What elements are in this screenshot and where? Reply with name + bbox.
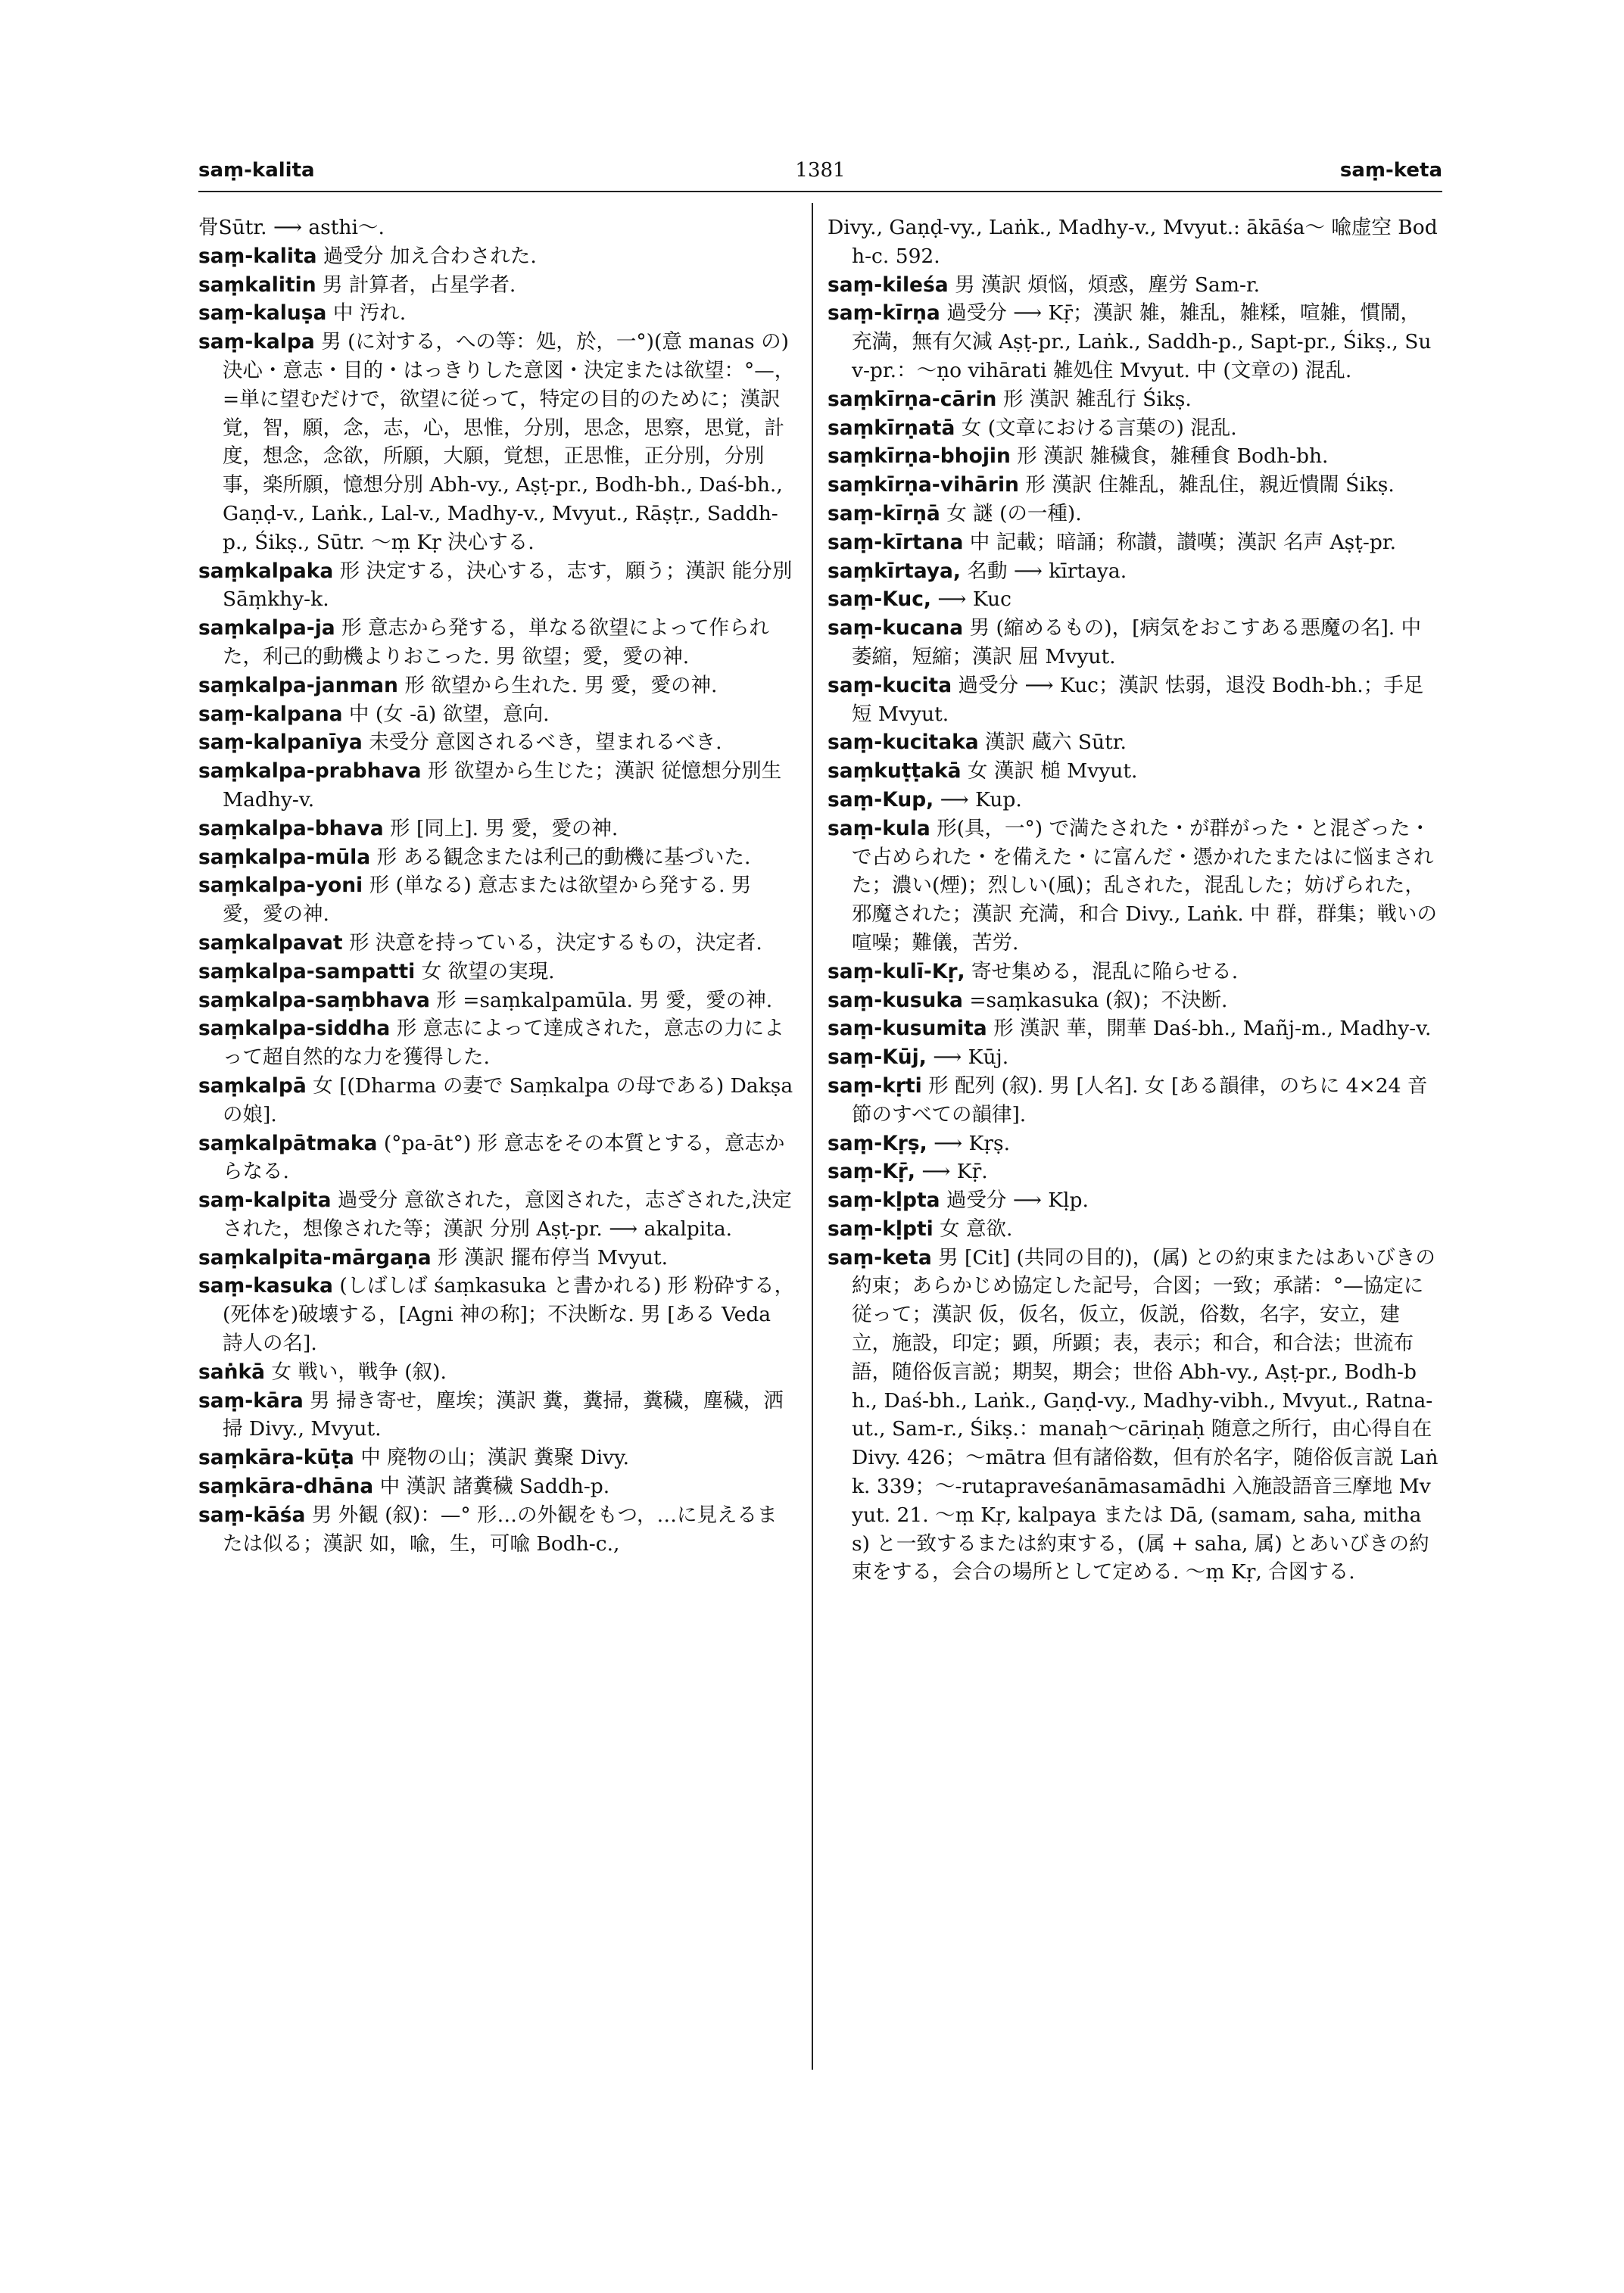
headword: saṃkalpa-mūla bbox=[198, 845, 371, 869]
headword: saṃ-kḷpti bbox=[828, 1217, 934, 1241]
entry-definition: 形 =saṃkalpamūla. 男 愛，愛の神. bbox=[429, 988, 773, 1012]
dictionary-entry bbox=[198, 614, 796, 671]
headword: saṃkalpa-prabhava bbox=[198, 759, 422, 784]
entry-definition: 男 掃き寄せ，塵埃；漢訳 糞，糞掃，糞穢，塵穢，洒掃 Divy., Mvyut. bbox=[223, 1388, 784, 1441]
headword: saṃ-kīrtana bbox=[828, 530, 964, 554]
headword: saṃ-Kūj, bbox=[828, 1045, 927, 1070]
dictionary-entry bbox=[828, 1186, 1439, 1215]
headword: saṃ-kḷpta bbox=[828, 1189, 940, 1213]
headword: saṅkā bbox=[198, 1360, 266, 1384]
dictionary-entry bbox=[198, 1244, 796, 1273]
headword: saṃkāra-dhāna bbox=[198, 1475, 374, 1499]
entry-definition: 女 戦い，戦争 (叙). bbox=[265, 1360, 447, 1384]
headword: saṃ-keta bbox=[828, 1245, 932, 1270]
headword: saṃ-Kup, bbox=[828, 787, 934, 812]
running-header bbox=[198, 159, 1442, 189]
entry-definition: ⟶ Kūj. bbox=[926, 1045, 1009, 1070]
headword: saṃ-Kṛṣ, bbox=[828, 1131, 927, 1155]
headword: saṃ-kaluṣa bbox=[198, 301, 327, 326]
entry-definition: 過受分 ⟶ Kuc；漢訳 怯弱，退没 Bodh-bh.；手足短 Mvyut. bbox=[852, 673, 1424, 726]
entry-definition: ⟶ Kṛṣ. bbox=[927, 1131, 1011, 1155]
entry-definition: ⟶ Kṝ. bbox=[915, 1160, 988, 1184]
headword: saṃkalpa-yoni bbox=[198, 874, 363, 898]
dictionary-entry bbox=[828, 1215, 1439, 1244]
entry-definition: 男 外観 (叙)：—° 形…の外観をもつ，…に見えるまたは似る；漢訳 如，喩，生，可喩 Bodh-c., bbox=[223, 1503, 778, 1556]
headword: saṃkalpa-janman bbox=[198, 673, 398, 697]
headword: saṃ-kusuka bbox=[828, 988, 963, 1012]
entry-definition: 過受分 意欲された，意図された，志ざされた,決定された，想像された等；漢訳 分別 Aṣṭ-pr. ⟶ akalpita. bbox=[223, 1189, 792, 1241]
headword: saṃ-Kṝ, bbox=[828, 1160, 915, 1184]
headword: saṃkīrṇa-cārin bbox=[828, 387, 997, 411]
headword: saṃkalpita-mārgaṇa bbox=[198, 1245, 432, 1270]
dictionary-entry bbox=[198, 1387, 796, 1444]
dictionary-entry bbox=[198, 700, 796, 729]
headword: saṃ-kulī-Kṛ, bbox=[828, 959, 965, 983]
dictionary-entry bbox=[198, 1272, 796, 1357]
dictionary-entry bbox=[828, 1014, 1439, 1043]
headword: saṃ-Kuc, bbox=[828, 587, 931, 612]
entry-definition: 中 汚れ. bbox=[326, 301, 407, 326]
headword: saṃ-kalpita bbox=[198, 1189, 332, 1213]
entry-definition: 骨Sūtr. ⟶ asthi～. bbox=[198, 216, 385, 239]
headword: saṃkalpaka bbox=[198, 559, 334, 583]
headword: saṃkalpa-ja bbox=[198, 616, 335, 640]
dictionary-entry bbox=[198, 986, 796, 1015]
column-divider bbox=[812, 203, 813, 2070]
dictionary-entry bbox=[828, 1157, 1439, 1186]
entry-definition: 過受分 加え合わされた. bbox=[316, 244, 537, 268]
dictionary-entry bbox=[828, 786, 1439, 815]
dictionary-entry bbox=[828, 500, 1439, 528]
entry-definition: 形 漢訳 住雑乱，雑乱住，親近憒閙 Śikṣ. bbox=[1018, 473, 1395, 497]
dictionary-entry bbox=[198, 271, 796, 300]
headword: saṃkīrṇatā bbox=[828, 416, 955, 440]
entry-definition: 形 漢訳 華，開華 Daś-bh., Mañj-m., Madhy-v. bbox=[987, 1017, 1432, 1041]
dictionary-entry bbox=[198, 958, 796, 986]
dictionary-entry bbox=[828, 271, 1439, 300]
dictionary-entry bbox=[828, 757, 1439, 786]
dictionary-entry bbox=[828, 557, 1439, 586]
entry-definition: 男 (縮めるもの)，[病気をおこすある悪魔の名]. 中 萎縮，短縮；漢訳 屈 Mvyut. bbox=[852, 616, 1422, 668]
dictionary-entry bbox=[828, 815, 1439, 958]
headword: saṃkalpa-sampatti bbox=[198, 959, 416, 983]
entry-definition: 形 決意を持っている，決定するもの，決定者. bbox=[342, 930, 762, 955]
dictionary-entry bbox=[198, 1501, 796, 1559]
dictionary-entry bbox=[828, 728, 1439, 757]
dictionary-entry bbox=[198, 1472, 796, 1501]
headword: saṃ-kalpanīya bbox=[198, 731, 363, 755]
dictionary-entry bbox=[828, 471, 1439, 500]
headword: saṃkalpa-bhava bbox=[198, 816, 384, 840]
dictionary-entry bbox=[198, 929, 796, 958]
dictionary-entry bbox=[828, 385, 1439, 414]
dictionary-entry bbox=[828, 528, 1439, 557]
headword: saṃkalpavat bbox=[198, 930, 343, 955]
entry-definition: ⟶ Kup. bbox=[934, 787, 1022, 812]
entry-definition: 女 漢訳 槌 Mvyut. bbox=[961, 759, 1138, 784]
entry-definition: 形 決定する，決心する，志す，願う；漢訳 能分別 Sāṃkhy-k. bbox=[223, 559, 793, 612]
dictionary-entry bbox=[198, 1129, 796, 1187]
headword: saṃkalpa-siddha bbox=[198, 1017, 391, 1041]
entry-definition: 女 意欲. bbox=[933, 1217, 1013, 1241]
entry-definition: 形 配列 (叙). 男 [人名]. 女 [ある韻律，のちに 4×24 音節のすべての韻律]. bbox=[852, 1073, 1428, 1126]
entry-definition: 形 欲望から生れた. 男 愛，愛の神. bbox=[397, 673, 718, 697]
headword: saṃ-kula bbox=[828, 816, 930, 840]
right-column bbox=[828, 213, 1439, 1587]
dictionary-entry bbox=[828, 299, 1439, 385]
entry-definition: 形 意志によって達成された，意志の力によって超自然的な力を獲得した. bbox=[223, 1017, 784, 1070]
dictionary-entry bbox=[198, 328, 796, 556]
dictionary-entry bbox=[828, 958, 1439, 986]
entry-definition: 男 [Cit] (共同の目的)，(属) との約束またはあいびきの約束；あらかじめ協定した記号，合図；一致；承諾：°—協定に従って；漢訳 仮，仮名，仮立，仮説，俗数，名字，安立，建立，施設，印定；顕，所顕；表，表示；和合，和合法；世流布語，随俗仮言説；期契，期会；世俗 Abh-vy., Aṣṭ-pr., Bodh-bh., Daś-bh., Laṅk., Gaṇḍ-vy., Madhy-vibh., Mvyut., Ratna-ut., Sam-r., Śikṣ.：manaḥ～cāriṇaḥ 随意之所行，由心得自在 Divy. 426；～mātra 但有諸俗数，但有於名字，随俗仮言説 Laṅk. 339；～-rutapraveśanāmasamādhi 入施設語音三摩地 Mvyut. 21. ～ṃ Kṛ, kalpaya または Dā, (samam, saha, mithas) と一致するまたは約束する，(属 + saha, 属) とあいびきの約束をする，会合の場所として定める. ～ṃ Kṛ, 合図する. bbox=[852, 1245, 1439, 1584]
dictionary-entry bbox=[198, 728, 796, 757]
headword: saṃkalpa-saṃbhava bbox=[198, 988, 430, 1012]
entry-definition: 過受分 ⟶ Kḷp. bbox=[940, 1189, 1089, 1213]
dictionary-entry bbox=[828, 1043, 1439, 1072]
headword: saṃkalpātmaka bbox=[198, 1131, 378, 1155]
entry-definition: 男 (に対する，への等：処，於，一°)(意 manas の) 決心・意志・目的・はっきりした意図・決定または欲望：°—，=単に望むだけで，欲望に従って，特定の目的のために；漢訳 覚，智，願，念，志，心，思惟，分別，思念，思察，思覚，計度，想念，念欲，所願，大願，覚想，正思惟，正分別，分別事，楽所願，憶想分別 Abh-vy., Aṣṭ-pr., Bodh-bh., Daś-bh., Gaṇḍ-v., Laṅk., Lal-v., Madhy-v., Mvyut., Rāṣṭr., Saddh-p., Śikṣ., Sūtr. ～ṃ Kṛ 決心する. bbox=[223, 330, 795, 554]
dictionary-entry bbox=[828, 414, 1439, 443]
dictionary-entry bbox=[828, 671, 1439, 729]
headword: saṃkīrṇa-bhojin bbox=[828, 444, 1011, 469]
dictionary-entry bbox=[828, 1129, 1439, 1158]
entry-definition: 女 [(Dharma の妻で Saṃkalpa の母である) Dakṣa の娘]. bbox=[223, 1073, 793, 1126]
entry-definition: 中 廃物の山；漢訳 糞聚 Divy. bbox=[354, 1446, 630, 1470]
dictionary-entry bbox=[198, 213, 796, 242]
left-guide-word: saṃ-kalita bbox=[198, 159, 315, 182]
entry-definition: 形 [同上]. 男 愛，愛の神. bbox=[383, 816, 619, 840]
headword: saṃkīrṇa-vihārin bbox=[828, 473, 1019, 497]
dictionary-entry bbox=[198, 299, 796, 328]
headword: saṃ-kṛti bbox=[828, 1073, 922, 1098]
entry-definition: 中 記載；暗誦；称讃，讃嘆；漢訳 名声 Aṣṭ-pr. bbox=[963, 530, 1397, 554]
headword: saṃ-kucitaka bbox=[828, 731, 979, 755]
headword: saṃkāra-kūṭa bbox=[198, 1446, 354, 1470]
dictionary-entry bbox=[198, 1072, 796, 1129]
headword: saṃ-kīrṇa bbox=[828, 301, 940, 326]
right-guide-word: saṃ-keta bbox=[1339, 159, 1442, 182]
entry-definition: =saṃkasuka (叙)；不決断. bbox=[962, 988, 1228, 1012]
headword: saṃ-kalita bbox=[198, 244, 317, 268]
dictionary-entry bbox=[828, 1072, 1439, 1129]
entry-definition: 中 漢訳 諸糞穢 Saddh-p. bbox=[373, 1475, 610, 1499]
headword: saṃ-kalpa bbox=[198, 330, 315, 354]
entry-definition: 未受分 意図されるべき，望まれるべき. bbox=[362, 731, 722, 755]
entry-definition: 男 漢訳 煩悩，煩惑，塵労 Sam-r. bbox=[948, 273, 1261, 297]
dictionary-entry bbox=[198, 557, 796, 615]
entry-definition: 漢訳 蔵六 Sūtr. bbox=[978, 731, 1127, 755]
left-column bbox=[198, 213, 796, 1558]
headword: saṃ-kāra bbox=[198, 1388, 304, 1413]
entry-definition: 男 計算者，占星学者. bbox=[316, 273, 516, 297]
entry-definition: (°pa-āt°) 形 意志をその本質とする，意志からなる. bbox=[223, 1131, 785, 1184]
dictionary-entry bbox=[198, 1186, 796, 1244]
entry-definition: 中 (女 -ā) 欲望，意向. bbox=[342, 702, 550, 726]
entry-definition: 形 (単なる) 意志または欲望から発する. 男 愛，愛の神. bbox=[223, 874, 752, 927]
entry-definition: 女 欲望の実現. bbox=[415, 959, 555, 983]
entry-definition: 形 漢訳 雑穢食，雑種食 Bodh-bh. bbox=[1010, 444, 1329, 469]
headword: saṃkalpā bbox=[198, 1073, 307, 1098]
headword: saṃkuṭṭakā bbox=[828, 759, 962, 784]
dictionary-entry bbox=[198, 1358, 796, 1387]
entry-definition: 形 意志から発する，単なる欲望によって作られた，利己的動機よりおこった. 男 欲望；愛，愛の神. bbox=[223, 616, 770, 668]
dictionary-entry bbox=[828, 986, 1439, 1015]
dictionary-entry bbox=[198, 242, 796, 271]
entry-definition: 過受分 ⟶ Kṝ；漢訳 雑，雑乱，雑糅，喧雑，慣鬧，充満，無有欠減 Aṣṭ-pr., Laṅk., Saddh-p., Sapt-pr., Śikṣ., Suv-pr.：～ṇo vihārati 雑処住 Mvyut. 中 (文章の) 混乱. bbox=[852, 301, 1432, 382]
dictionary-entry bbox=[198, 757, 796, 815]
entry-definition: 名動 ⟶ kīrtaya. bbox=[961, 559, 1127, 583]
dictionary-entry bbox=[828, 585, 1439, 614]
dictionary-entry bbox=[198, 871, 796, 929]
dictionary-entry bbox=[828, 442, 1439, 471]
dictionary-entry bbox=[198, 671, 796, 700]
headword: saṃ-kāśa bbox=[198, 1503, 306, 1527]
dictionary-entry bbox=[828, 1244, 1439, 1587]
entry-definition: 女 謎 (の一種). bbox=[940, 501, 1082, 525]
headword: saṃ-kucita bbox=[828, 673, 952, 697]
headword: saṃ-kileśa bbox=[828, 273, 949, 297]
headword: saṃ-kusumita bbox=[828, 1017, 987, 1041]
dictionary-entry bbox=[198, 815, 796, 843]
page-number: 1381 bbox=[795, 159, 846, 182]
entry-definition: 形 漢訳 雑乱行 Śikṣ. bbox=[996, 387, 1192, 411]
headword: saṃ-kalpana bbox=[198, 702, 343, 726]
entry-definition: 形(具，一°) で満たされた・が群がった・と混ざった・で占められた・を備えた・に富んだ・憑かれたまたはに悩まされた；濃い(煙)；烈しい(風)；乱された，混乱した；妨げられた，邪魔された；漢訳 充満，和合 Divy., Laṅk. 中 群，群集；戦いの喧噪；難儀，苦労. bbox=[852, 816, 1438, 955]
headword: saṃ-kīrṇā bbox=[828, 501, 940, 525]
entry-definition: 形 漢訳 擺布停当 Mvyut. bbox=[431, 1245, 669, 1270]
headword: saṃ-kucana bbox=[828, 616, 964, 640]
dictionary-entry bbox=[828, 614, 1439, 671]
entry-definition: ⟶ Kuc bbox=[930, 587, 1011, 612]
dictionary-entry bbox=[198, 1444, 796, 1472]
entry-definition: Divy., Gaṇḍ-vy., Laṅk., Madhy-v., Mvyut.: ākāśa～ 喩虚空 Bodh-c. 592. bbox=[828, 216, 1438, 268]
dictionary-entry bbox=[198, 1014, 796, 1072]
dictionary-entry bbox=[198, 843, 796, 872]
headword: saṃkalitin bbox=[198, 273, 316, 297]
entry-definition: 寄せ集める，混乱に陥らせる. bbox=[965, 959, 1239, 983]
entry-definition: 女 (文章における言葉の) 混乱. bbox=[955, 416, 1237, 440]
header-rule bbox=[198, 191, 1442, 192]
dictionary-entry bbox=[828, 213, 1439, 271]
entry-definition: 形 欲望から生じた；漢訳 従憶想分別生 Madhy-v. bbox=[223, 759, 782, 812]
headword: saṃkīrtaya, bbox=[828, 559, 962, 583]
entry-definition: (しばしば śaṃkasuka と書かれる) 形 粉砕する，(死体を)破壊する，[Agni 神の称]；不決断な. 男 [ある Veda 詩人の名]. bbox=[223, 1274, 795, 1356]
headword: saṃ-kasuka bbox=[198, 1274, 333, 1298]
entry-definition: 形 ある観念または利己的動機に基づいた. bbox=[370, 845, 751, 869]
